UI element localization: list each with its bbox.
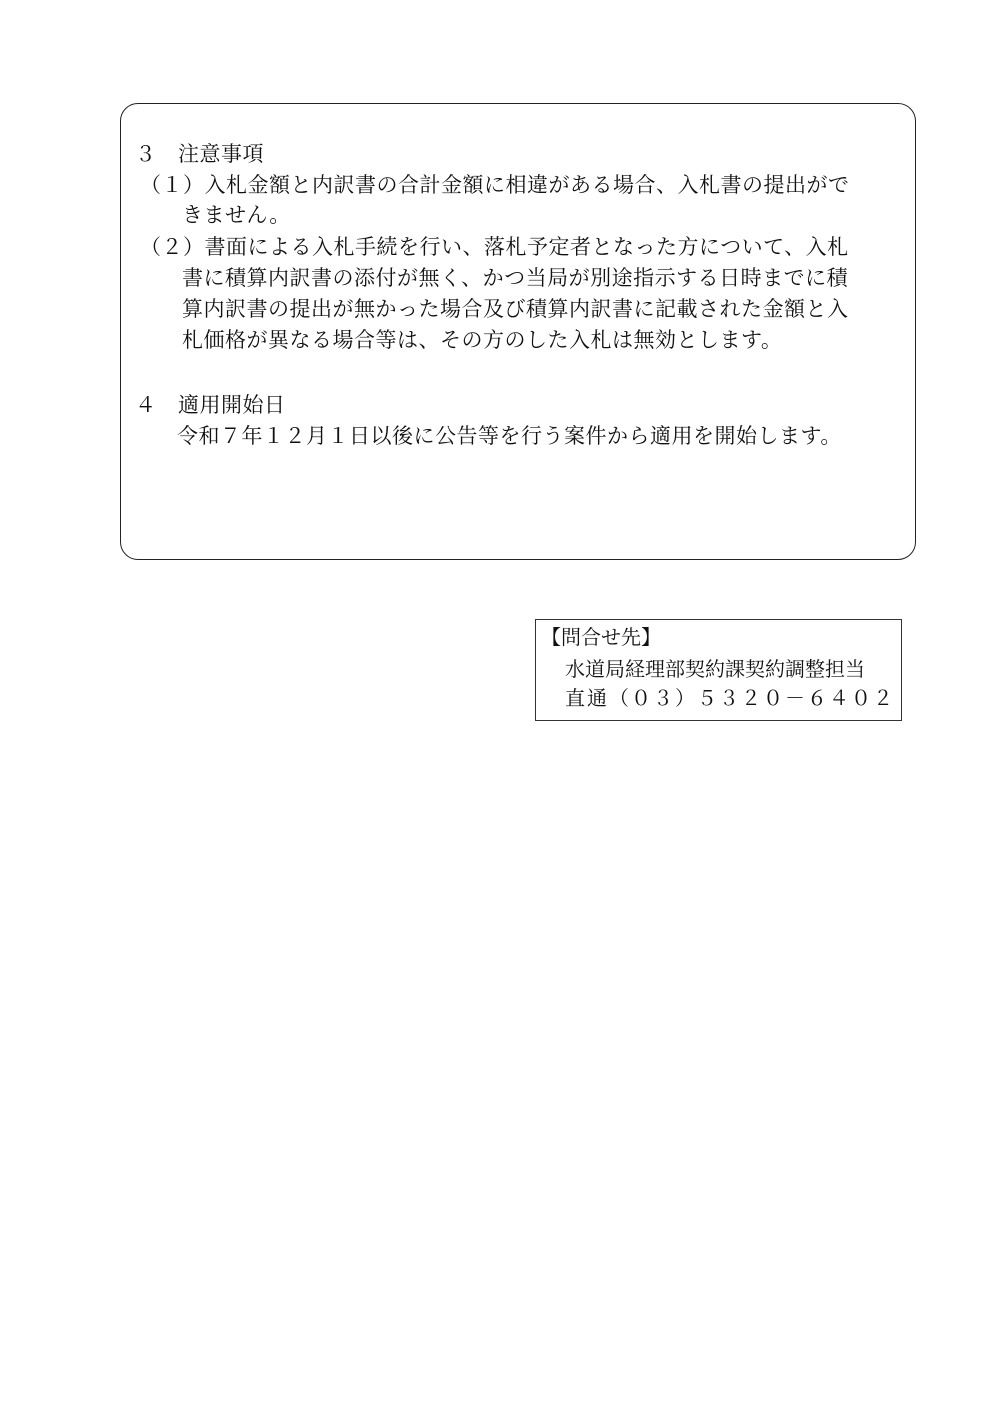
contact-phone: 直通（０３）５３２０－６４０２ — [565, 686, 895, 710]
section-4-body: 令和７年１２月１日以後に公告等を行う案件から適用を開始します。 — [177, 424, 842, 448]
item-1-line-1: （１）入札金額と内訳書の合計金額に相違がある場合、入札書の提出がで — [140, 173, 850, 197]
item-2-line-3: 算内訳書の提出が無かった場合及び積算内訳書に記載された金額と入 — [182, 297, 849, 321]
item-2-line-1: （２）書面による入札手続を行い、落札予定者となった方について、入札 — [140, 235, 849, 259]
section-3-heading: ３ 注意事項 — [135, 142, 264, 166]
item-1-line-2: きません。 — [182, 203, 291, 227]
contact-heading: 【問合せ先】 — [541, 625, 661, 649]
item-2-line-2: 書に積算内訳書の添付が無く、かつ当局が別途指示する日時までに積 — [182, 266, 849, 290]
contact-department: 水道局経理部契約課契約調整担当 — [565, 657, 865, 681]
section-4-heading: ４ 適用開始日 — [135, 393, 286, 417]
item-2-line-4: 札価格が異なる場合等は、その方のした入札は無効とします。 — [182, 328, 783, 352]
